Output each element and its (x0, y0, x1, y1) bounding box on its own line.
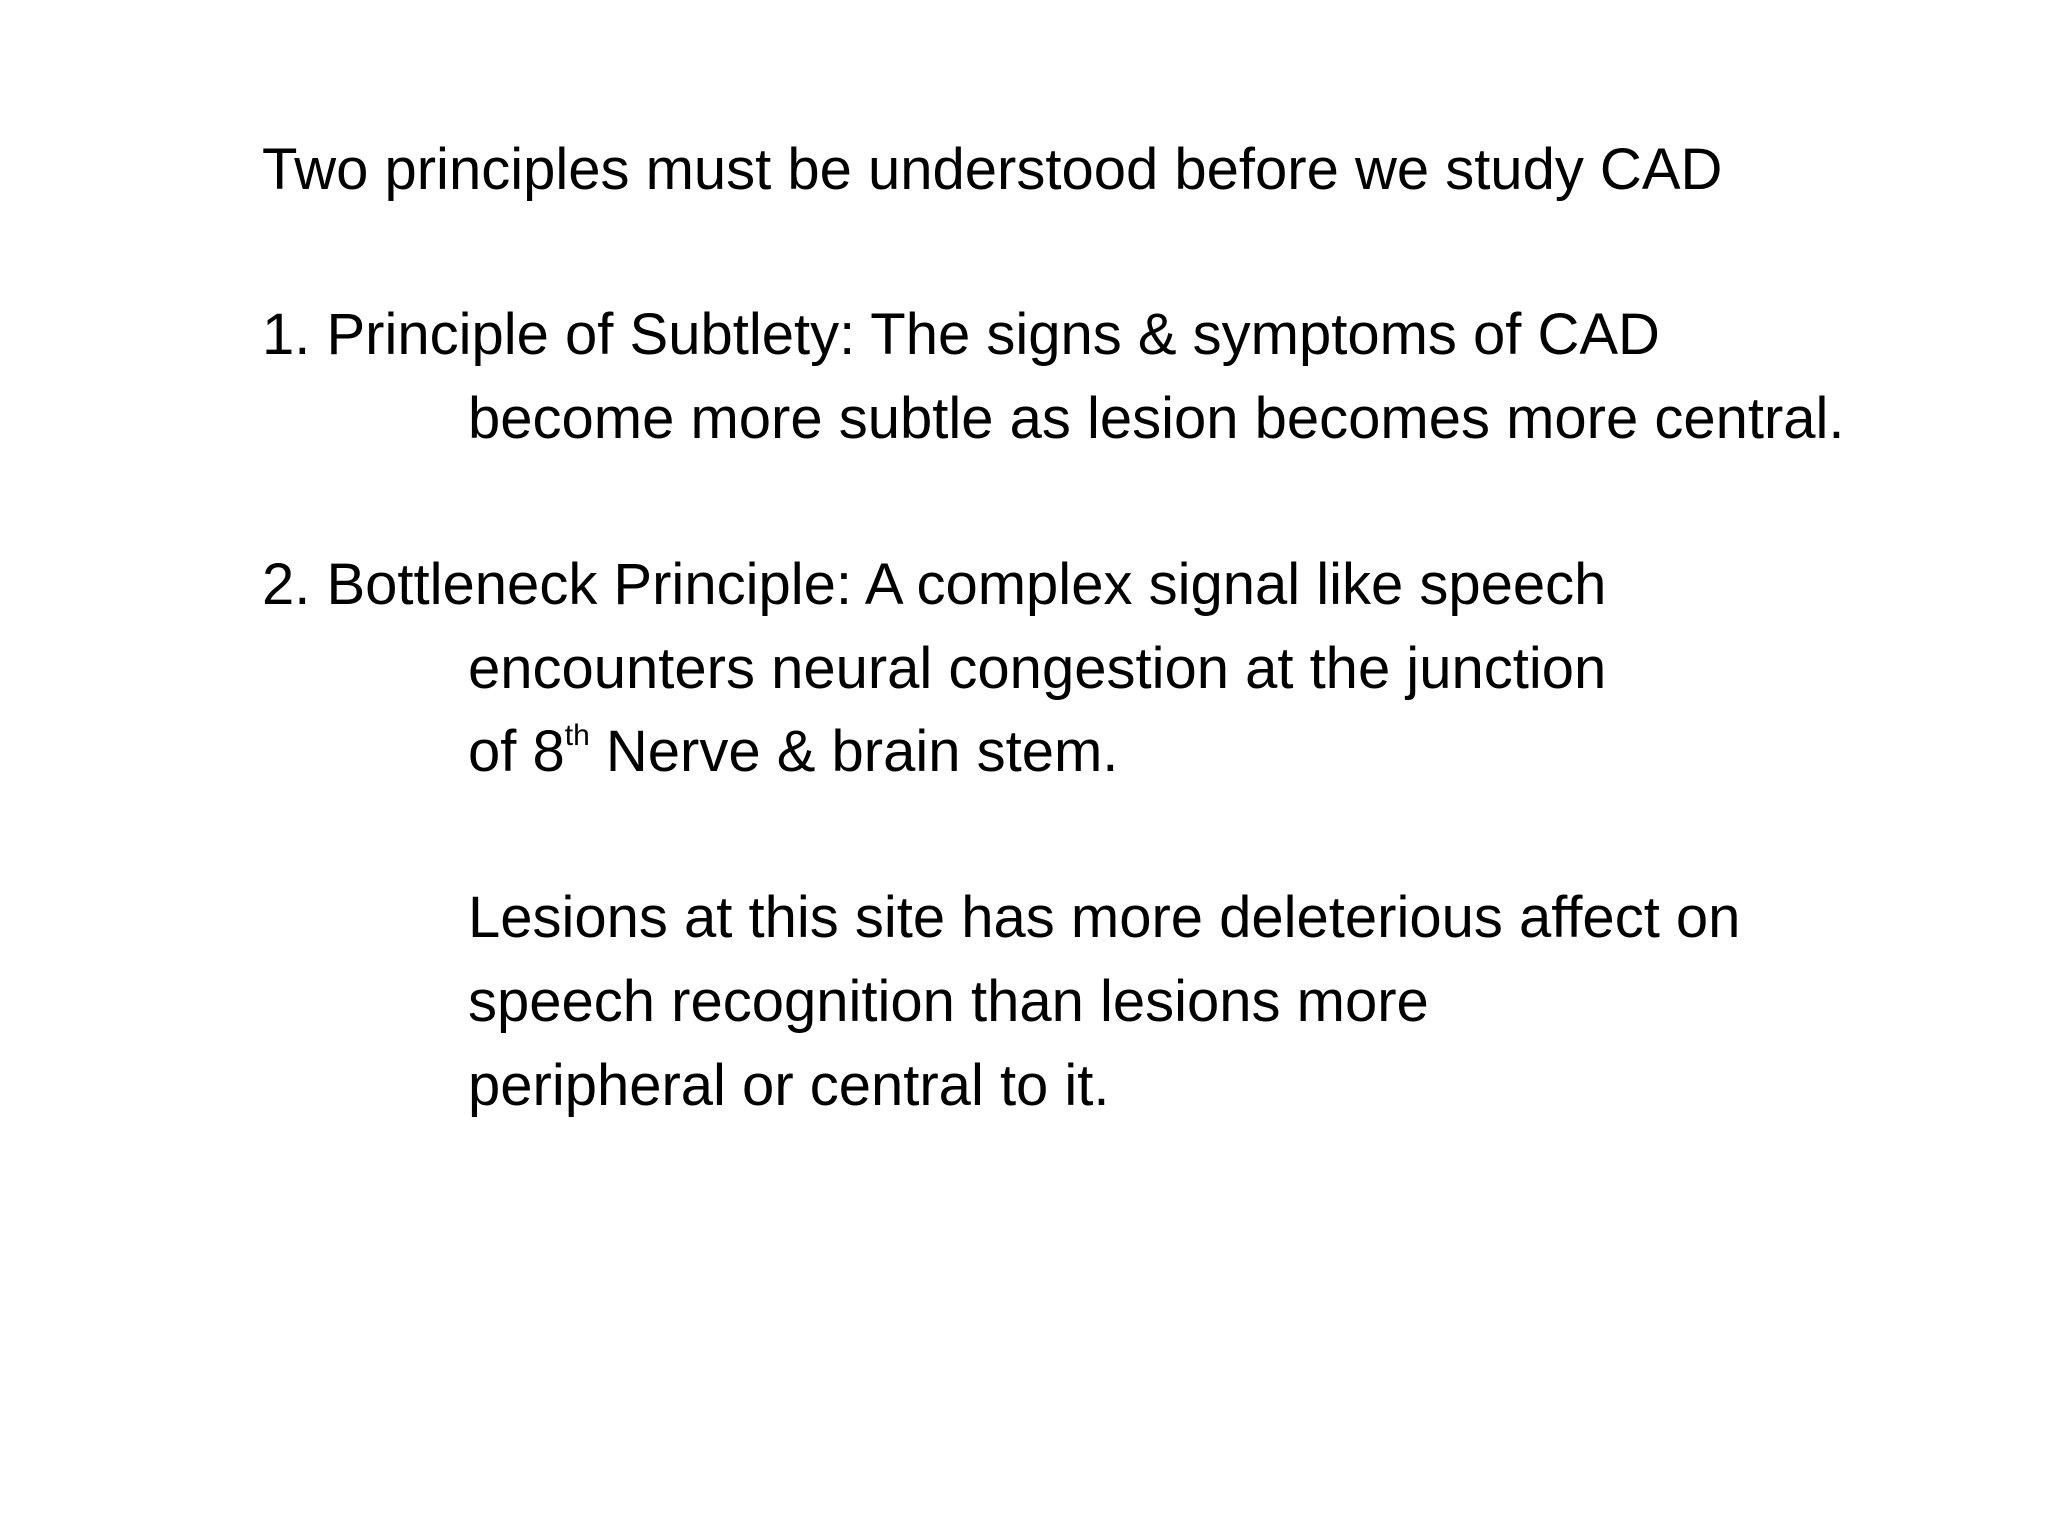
principle-2-line-3-pre: of 8 (468, 719, 565, 784)
principle-2-note-line-3: peripheral or central to it. (468, 1053, 1110, 1118)
principle-2-line-1: 2. Bottleneck Principle: A complex signal like speech (262, 552, 1607, 617)
principle-2-note-line-1: Lesions at this site has more deleterious affect on (468, 885, 1741, 950)
principle-1-line-1: 1. Principle of Subtlety: The signs & symptoms of CAD (262, 302, 1660, 367)
ordinal-superscript: th (564, 719, 590, 752)
slide-heading: Two principles must be understood before we study CAD (262, 137, 1723, 202)
principle-1-line-2: become more subtle as lesion becomes more central. (468, 386, 1845, 451)
principle-2-note-line-2: speech recognition than lesions more (468, 969, 1429, 1034)
principle-2-line-2: encounters neural congestion at the junction (468, 636, 1607, 701)
principle-2-line-3-post: Nerve & brain stem. (589, 719, 1119, 784)
principle-2-line-3 (468, 719, 1119, 784)
